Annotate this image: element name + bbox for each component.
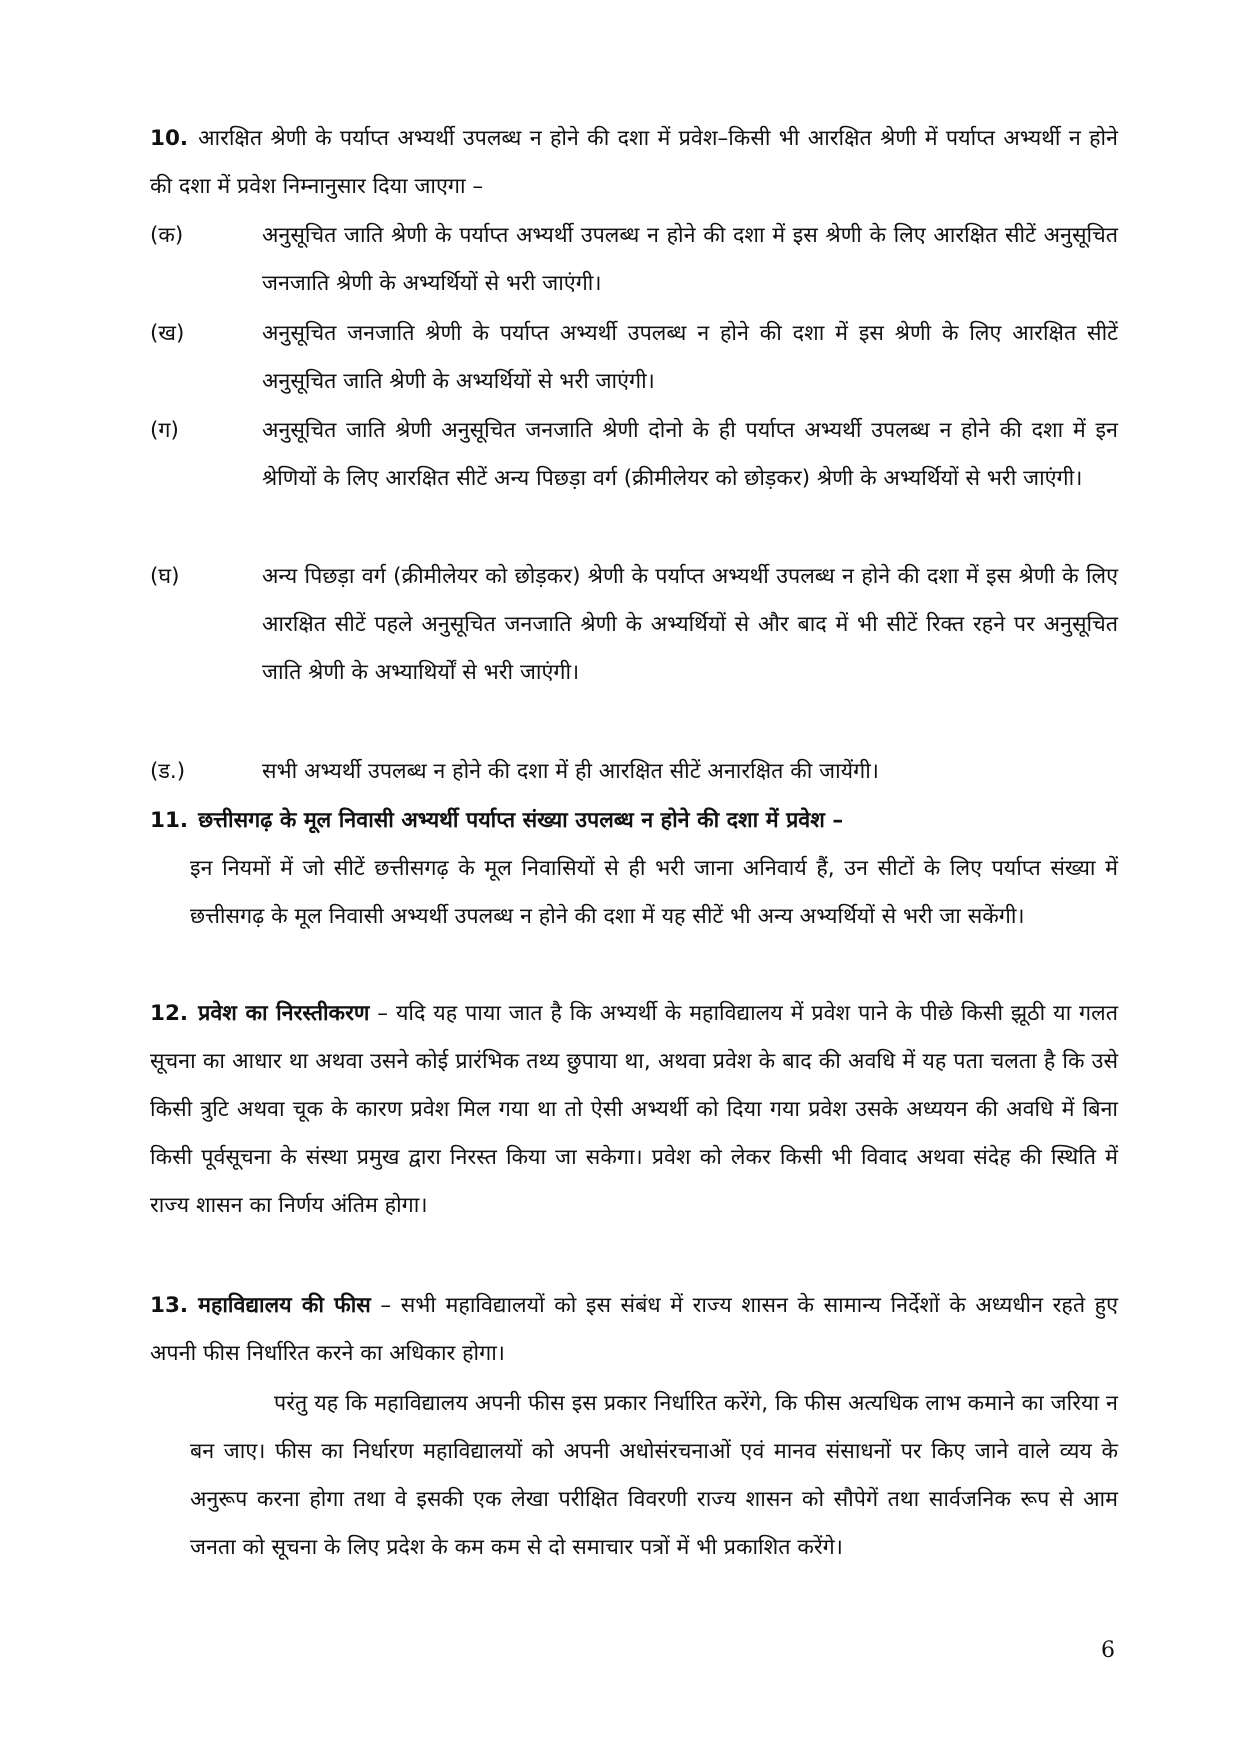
section-11-text: इन नियमों में जो सीटें छत्तीसगढ़ के मूल निवासियों से ही भरी जाना अनिवार्य हैं, उन सीटों के लिए पर्याप्त संख्या में छत्तीसगढ़ के मूल निवासी अभ्यर्थी उपलब्ध न होने की दशा में यह सीटें भी अन्य अभ्यर्थियों से भरी जा सकेंगी। bbox=[190, 856, 1118, 929]
section-12-text: – यदि यह पाया जात है कि अभ्यर्थी के महाविद्यालय में प्रवेश पाने के पीछे किसी झूठी या गलत सूचना का आधार था अथवा उसने कोई प्रारंभिक तथ्य छुपाया था, अथवा प्रवेश के बाद की अवधि में यह पता चलता है कि उसे किसी त्रुटि अथवा चूक के कारण प्रवेश मिल गया था तो ऐसी अभ्यर्थी को दिया गया प्रवेश उसके अध्ययन की अवधि में बिना किसी पूर्वसूचना के संस्था प्रमुख द्वारा निरस्त किया जा सकेगा। प्रवेश को लेकर किसी भी विवाद अथवा संदेह की स्थिति में राज्य शासन का निर्णय अंतिम होगा। bbox=[150, 1001, 1118, 1218]
section-13 bbox=[150, 1282, 1118, 1378]
item-nga-text: सभी अभ्यर्थी उपलब्ध न होने की दशा में ही आरक्षित सीटें अनारक्षित की जायेंगी। bbox=[262, 759, 879, 784]
item-kha-label: (ख) bbox=[150, 321, 185, 346]
section-13-title: महाविद्यालय की फीस bbox=[198, 1293, 371, 1318]
section-11-heading bbox=[150, 797, 1118, 845]
section-12-number: 12. bbox=[150, 1001, 189, 1026]
item-ka-text: अनुसूचित जाति श्रेणी के पर्याप्त अभ्यर्थी उपलब्ध न होने की दशा में इस श्रेणी के लिए आरक्षित सीटें अनुसूचित जनजाति श्रेणी के अभ्यर्थियों से भरी जाएंगी। bbox=[262, 223, 1118, 296]
section-10-number: 10. bbox=[150, 126, 189, 151]
section-10-intro bbox=[150, 115, 1118, 211]
section-13-proviso bbox=[190, 1380, 1118, 1572]
item-ka-label: (क) bbox=[150, 223, 184, 248]
item-ga-label: (ग) bbox=[150, 418, 179, 443]
section-11-number: 11. bbox=[150, 808, 189, 833]
section-11-title: छत्तीसगढ़ के मूल निवासी अभ्यर्थी पर्याप्त संख्या उपलब्ध न होने की दशा में प्रवेश – bbox=[198, 808, 844, 833]
section-10-text: आरक्षित श्रेणी के पर्याप्त अभ्यर्थी उपलब्ध न होने की दशा में प्रवेश–किसी भी आरक्षित श्रेणी में पर्याप्त अभ्यर्थी न होने की दशा में प्रवेश निम्नानुसार दिया जाएगा – bbox=[150, 126, 1118, 199]
item-kha-text: अनुसूचित जनजाति श्रेणी के पर्याप्त अभ्यर्थी उपलब्ध न होने की दशा में इस श्रेणी के लिए आरक्षित सीटें अनुसूचित जाति श्रेणी के अभ्यर्थियों से भरी जाएंगी। bbox=[262, 321, 1118, 394]
section-13-number: 13. bbox=[150, 1293, 189, 1318]
item-ga-text: अनुसूचित जाति श्रेणी अनुसूचित जनजाति श्रेणी दोनो के ही पर्याप्त अभ्यर्थी उपलब्ध न होने की दशा में इन श्रेणियों के लिए आरक्षित सीटें अन्य पिछड़ा वर्ग (क्रीमीलेयर को छोड़कर) श्रेणी के अभ्यर्थियों से भरी जाएंगी। bbox=[262, 418, 1118, 491]
item-gha-text: अन्य पिछड़ा वर्ग (क्रीमीलेयर को छोड़कर) श्रेणी के पर्याप्त अभ्यर्थी उपलब्ध न होने की दशा में इस श्रेणी के लिए आरक्षित सीटें पहले अनुसूचित जनजाति श्रेणी के अभ्यर्थियों से और बाद में भी सीटें रिक्त रहने पर अनुसूचित जाति श्रेणी के अभ्याथिर्यों से भरी जाएंगी। bbox=[262, 564, 1118, 685]
item-nga-label: (ड.) bbox=[150, 759, 186, 784]
section-13-proviso-text: परंतु यह कि महाविद्यालय अपनी फीस इस प्रकार निर्धारित करेंगे, कि फीस अत्यधिक लाभ कमाने का जरिया न बन जाए। फीस का निर्धारण महाविद्यालयों को अपनी अधोसंरचनाओं एवं मानव संसाधनों पर किए जाने वाले व्यय के अनुरूप करना होगा तथा वे इसकी एक लेखा परीक्षित विवरणी राज्य शासन को सौपेगें तथा सार्वजनिक रूप से आम जनता को सूचना के लिए प्रदेश के कम कम से दो समाचार पत्रों में भी प्रकाशित करेंगे। bbox=[190, 1391, 1118, 1560]
section-13-text: – सभी महाविद्यालयों को इस संबंध में राज्य शासन के सामान्य निर्देशों के अध्यधीन रहते हुए अपनी फीस निर्धारित करने का अधिकार होगा। bbox=[150, 1293, 1118, 1366]
section-12-title: प्रवेश का निरस्तीकरण bbox=[198, 1001, 370, 1026]
section-12 bbox=[150, 990, 1118, 1230]
item-gha-label: (घ) bbox=[150, 564, 180, 589]
page-number: 6 bbox=[1101, 1638, 1115, 1663]
